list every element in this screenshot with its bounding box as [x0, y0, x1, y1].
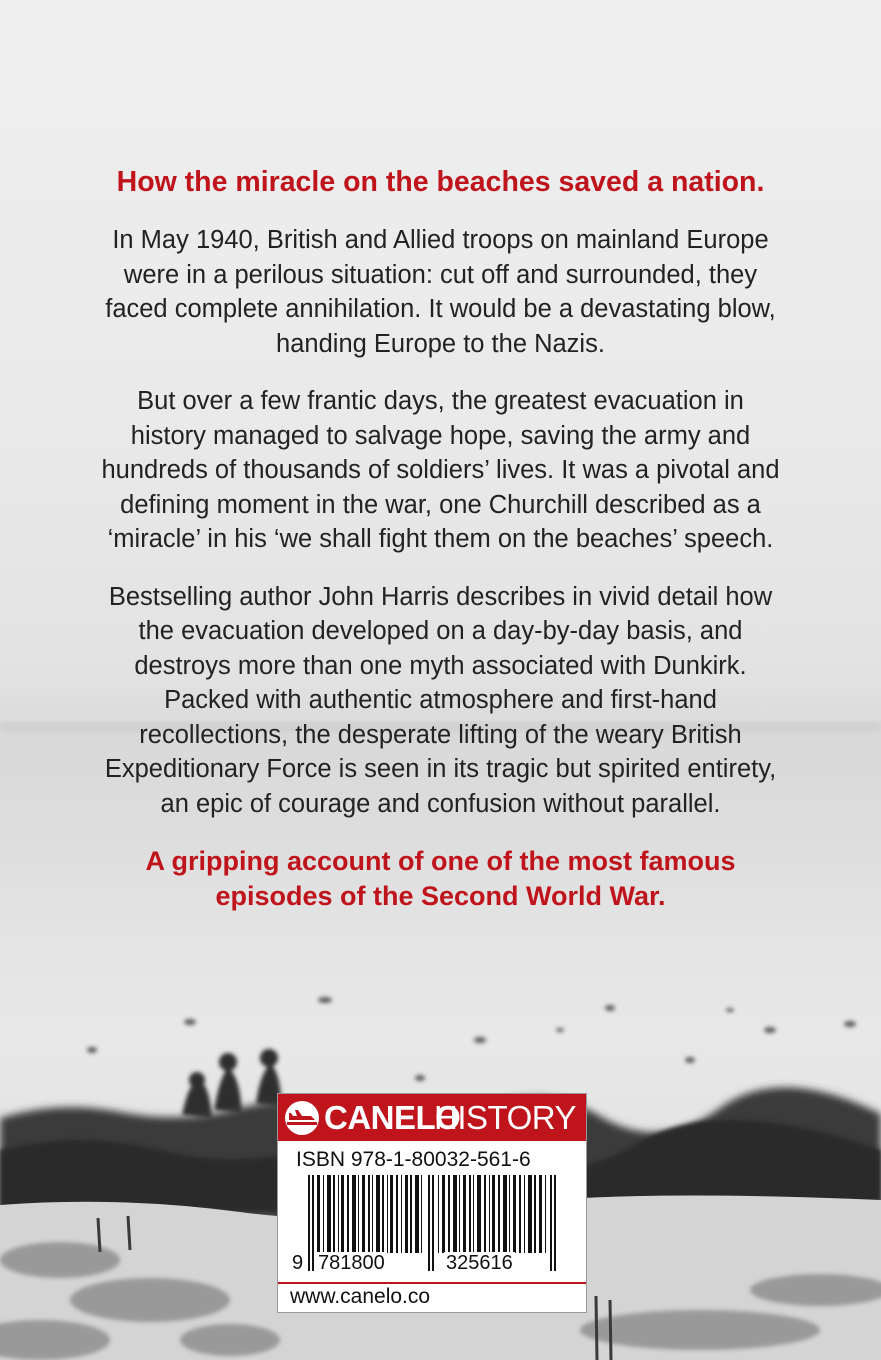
blurb-paragraph-3: Bestselling author John Harris describes in vivid detail how the evacuation developed on a day-by-day basis, and destroys more than one myth associated with Dunkirk. Packed with authentic atmosphere and first-hand recollections, the desperate lifting of the weary British Expeditionary Force is seen in its tragic but spirited entirety, an epic of courage and confusion without parallel.: [104, 582, 777, 818]
blurb-tagline: A gripping account of one of the most famous episodes of the Second World War.: [145, 846, 736, 911]
barcode-panel: [277, 1093, 587, 1313]
blurb-paragraph-2: But over a few frantic days, the greatest evacuation in history managed to salvage hope, saving the army and hundreds of thousands of soldiers’ lives. It was a pivotal and defining moment in the war, one Churchill described as a ‘miracle’ in his ‘we shall fight them on the beaches’ speech.: [101, 387, 780, 553]
barcode-digits-right: 325616: [446, 1252, 513, 1274]
barcode-digits-left: 781800: [318, 1252, 385, 1274]
publisher-name: CANELO: [324, 1099, 461, 1136]
blurb: [100, 165, 781, 914]
blurb-headline: How the miracle on the beaches saved a nation.: [116, 166, 765, 198]
publisher-imprint: HISTORY: [434, 1099, 576, 1136]
barcode-digit-prefix: 9: [292, 1252, 304, 1274]
canelo-plane-logo-icon: [284, 1100, 320, 1136]
publisher-logo: [278, 1094, 586, 1141]
blurb-paragraph-1: In May 1940, British and Allied troops on mainland Europe were in a perilous situation: cut off and surrounded, they faced complete annihilation. It would be a devastating blow, handing Europe to the Nazis.: [105, 226, 776, 358]
isbn-label: ISBN 978-1-80032-561-6: [296, 1148, 531, 1171]
publisher-website: www.canelo.co: [278, 1282, 586, 1312]
